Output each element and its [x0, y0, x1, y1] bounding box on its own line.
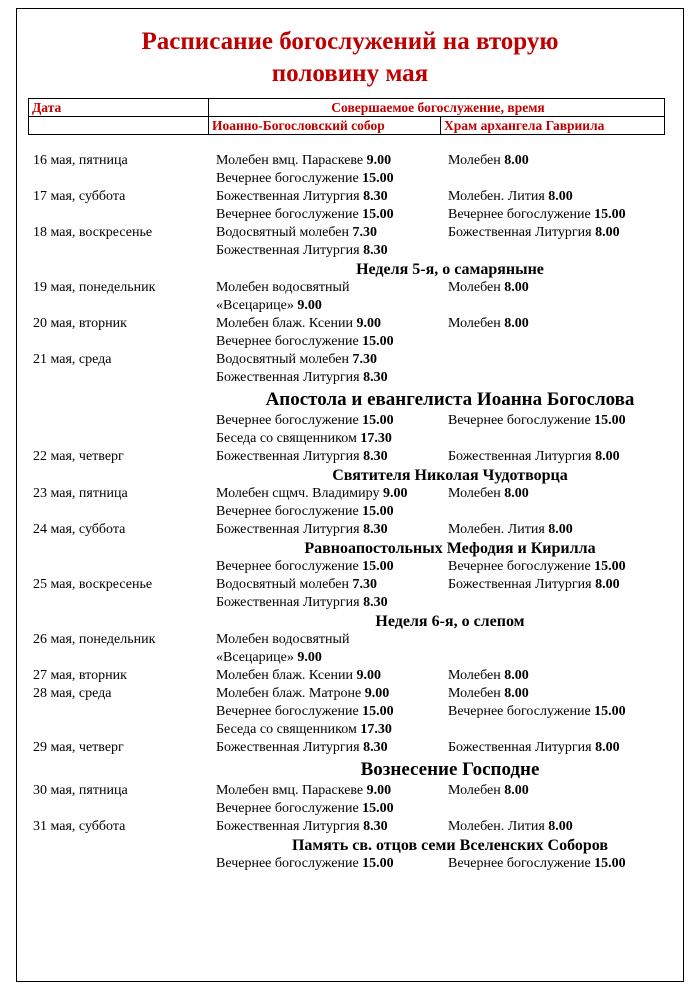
service-time: 17.30 — [360, 722, 392, 737]
church-service — [448, 315, 529, 333]
cathedral-service — [216, 721, 392, 739]
service-name: Вечернее богослужение — [216, 856, 363, 871]
row-date: 22 мая, четверг — [33, 449, 124, 464]
schedule-row — [0, 430, 700, 448]
church-service — [448, 685, 529, 703]
schedule-row — [0, 855, 700, 873]
service-time: 8.30 — [363, 449, 388, 464]
service-name: Молебен. Лития — [448, 522, 549, 537]
schedule-row — [0, 631, 700, 649]
feast-heading: Апостола и евангелиста Иоанна Богослова — [265, 389, 635, 410]
service-time: 15.00 — [594, 559, 626, 574]
service-time: 15.00 — [594, 704, 626, 719]
schedule-row — [0, 224, 700, 242]
church-service — [448, 855, 626, 873]
service-name: Молебен — [448, 783, 505, 798]
service-time: 8.00 — [504, 783, 529, 798]
church-service — [448, 558, 626, 576]
service-time: 8.00 — [504, 686, 529, 701]
cathedral-service — [216, 818, 388, 836]
service-time: 7.30 — [352, 577, 378, 592]
service-time: 8.30 — [363, 819, 388, 834]
row-date: 17 мая, суббота — [33, 189, 126, 204]
service-name: Молебен вмц. Параскеве — [216, 783, 367, 798]
cathedral-service — [216, 242, 388, 260]
schedule-row — [0, 333, 700, 351]
schedule-row — [0, 315, 700, 333]
church-service — [448, 576, 620, 594]
service-time: 15.00 — [362, 801, 394, 816]
service-time: 8.30 — [363, 740, 388, 755]
service-name: Вечернее богослужение — [216, 704, 363, 719]
service-name: «Всецарице» — [216, 650, 298, 665]
service-time: 9.00 — [297, 650, 322, 665]
schedule-row — [0, 649, 700, 667]
schedule-row — [0, 279, 700, 297]
row-date: 16 мая, пятница — [33, 153, 128, 168]
service-name: Молебен блаж. Ксении — [216, 316, 357, 331]
service-time: 8.30 — [363, 595, 388, 610]
service-time: 9.00 — [382, 486, 408, 501]
header-service: Совершаемое богослужение, время — [209, 99, 665, 117]
row-date: 20 мая, вторник — [33, 316, 127, 331]
cathedral-service — [216, 351, 377, 369]
schedule-row — [0, 782, 700, 800]
service-time: 15.00 — [362, 856, 394, 871]
service-time: 15.00 — [594, 413, 626, 428]
service-name: Божественная Литургия — [216, 370, 364, 385]
church-service — [448, 279, 529, 297]
schedule-row — [0, 721, 700, 739]
church-service — [448, 782, 529, 800]
cathedral-service — [216, 800, 394, 818]
feast-heading: Неделя 5-я, о самаряныне — [356, 261, 544, 278]
service-time: 8.30 — [363, 522, 388, 537]
service-name: Вечернее богослужение — [448, 413, 595, 428]
church-service — [448, 152, 529, 170]
service-name: Божественная Литургия — [448, 577, 596, 592]
service-time: 15.00 — [594, 207, 626, 222]
header-date: Дата — [29, 99, 209, 117]
service-name: Божественная Литургия — [448, 225, 596, 240]
service-name: Вечернее богослужение — [448, 704, 595, 719]
row-date: 25 мая, воскресенье — [33, 577, 153, 592]
service-name: Молебен водосвятный — [216, 280, 350, 295]
schedule-row — [0, 412, 700, 430]
cathedral-service — [216, 739, 388, 757]
service-time: 17.30 — [360, 431, 392, 446]
service-name: Молебен блаж. Матроне — [216, 686, 365, 701]
row-date: 23 мая, пятница — [33, 486, 128, 501]
service-time: 15.00 — [362, 559, 394, 574]
schedule-row — [0, 800, 700, 818]
service-name: Беседа со священником — [216, 431, 361, 446]
service-name: Водосвятный молебен — [216, 352, 353, 367]
feast-heading: Память св. отцов семи Вселенских Соборов — [291, 837, 609, 854]
service-time: 9.00 — [297, 298, 322, 313]
service-name: Молебен вмц. Параскеве — [216, 153, 367, 168]
service-name: Молебен — [448, 686, 505, 701]
schedule-row — [0, 739, 700, 757]
cathedral-service — [216, 333, 394, 351]
service-time: 8.00 — [595, 225, 620, 240]
service-time: 8.00 — [504, 280, 529, 295]
service-name: Вечернее богослужение — [216, 334, 363, 349]
cathedral-service — [216, 297, 322, 315]
service-time: 8.00 — [504, 668, 529, 683]
service-name: Божественная Литургия — [216, 522, 364, 537]
service-time: 15.00 — [594, 856, 626, 871]
feast-heading: Вознесение Господне — [360, 759, 540, 780]
service-name: Вечернее богослужение — [216, 413, 363, 428]
cathedral-service — [216, 412, 394, 430]
service-time: 8.30 — [363, 243, 388, 258]
church-service — [448, 448, 620, 466]
row-date: 18 мая, воскресенье — [33, 225, 153, 240]
row-date: 19 мая, понедельник — [33, 280, 156, 295]
service-name: Божественная Литургия — [216, 449, 364, 464]
cathedral-service — [216, 188, 388, 206]
schedule-row — [0, 818, 700, 836]
service-time: 9.00 — [364, 686, 390, 701]
service-time: 8.00 — [548, 522, 573, 537]
schedule-row — [0, 594, 700, 612]
service-name: Молебен — [448, 668, 505, 683]
row-date: 30 мая, пятница — [33, 783, 128, 798]
service-name: Божественная Литургия — [216, 740, 364, 755]
service-name: Вечернее богослужение — [216, 801, 363, 816]
service-time: 15.00 — [362, 334, 394, 349]
church-service — [448, 412, 626, 430]
service-name: Водосвятный молебен — [216, 225, 353, 240]
service-name: «Всецарице» — [216, 298, 298, 313]
service-name: Вечернее богослужение — [216, 504, 363, 519]
service-time: 8.00 — [548, 189, 573, 204]
schedule-row — [0, 448, 700, 466]
cathedral-service — [216, 279, 349, 297]
service-time: 15.00 — [362, 171, 394, 186]
church-service — [448, 667, 529, 685]
service-time: 8.30 — [363, 189, 388, 204]
header-church-2: Храм архангела Гавриила — [441, 117, 665, 135]
header-church-1: Иоанно-Богословский собор — [209, 117, 441, 135]
cathedral-service — [216, 315, 381, 333]
service-name: Молебен. Лития — [448, 189, 549, 204]
schedule-row — [0, 297, 700, 315]
church-service — [448, 818, 573, 836]
service-name: Вечернее богослужение — [448, 559, 595, 574]
service-time: 15.00 — [362, 207, 394, 222]
cathedral-service — [216, 576, 377, 594]
service-name: Вечернее богослужение — [216, 171, 363, 186]
schedule-header — [28, 98, 665, 135]
schedule-row — [0, 558, 700, 576]
schedule-row — [0, 152, 700, 170]
row-date: 28 мая, среда — [33, 686, 112, 701]
cathedral-service — [216, 631, 349, 649]
service-time: 9.00 — [356, 316, 381, 331]
cathedral-service — [216, 667, 381, 685]
service-name: Вечернее богослужение — [216, 207, 363, 222]
cathedral-service — [216, 206, 394, 224]
church-service — [448, 224, 620, 242]
church-service — [448, 739, 620, 757]
cathedral-service — [216, 521, 388, 539]
service-name: Божественная Литургия — [216, 243, 364, 258]
service-time: 8.00 — [595, 577, 620, 592]
row-date: 29 мая, четверг — [33, 740, 124, 755]
row-date: 31 мая, суббота — [33, 819, 126, 834]
schedule-row — [0, 485, 700, 503]
cathedral-service — [216, 649, 322, 667]
cathedral-service — [216, 782, 391, 800]
row-date: 27 мая, вторник — [33, 668, 127, 683]
schedule-row — [0, 351, 700, 369]
service-time: 9.00 — [366, 153, 392, 168]
cathedral-service — [216, 152, 391, 170]
service-time: 7.30 — [352, 225, 378, 240]
schedule-row — [0, 206, 700, 224]
service-time: 15.00 — [362, 704, 394, 719]
service-name: Молебен — [448, 316, 505, 331]
feast-heading: Неделя 6-я, о слепом — [375, 613, 525, 630]
service-name: Божественная Литургия — [448, 449, 596, 464]
cathedral-service — [216, 170, 394, 188]
schedule-row — [0, 521, 700, 539]
schedule-row — [0, 685, 700, 703]
row-date: 26 мая, понедельник — [33, 632, 156, 647]
service-time: 8.00 — [504, 486, 529, 501]
church-service — [448, 485, 529, 503]
service-name: Вечернее богослужение — [216, 559, 363, 574]
service-name: Водосвятный молебен — [216, 577, 353, 592]
service-name: Молебен — [448, 153, 505, 168]
service-name: Божественная Литургия — [216, 595, 364, 610]
cathedral-service — [216, 558, 394, 576]
service-time: 8.00 — [548, 819, 573, 834]
service-time: 15.00 — [362, 504, 394, 519]
schedule-row — [0, 703, 700, 721]
schedule-row — [0, 576, 700, 594]
schedule-row — [0, 188, 700, 206]
header-empty-cell — [29, 117, 209, 135]
service-time: 8.00 — [504, 316, 529, 331]
cathedral-service — [216, 485, 407, 503]
cathedral-service — [216, 855, 394, 873]
church-service — [448, 703, 626, 721]
service-time: 7.30 — [352, 352, 378, 367]
schedule-row — [0, 170, 700, 188]
schedule-row — [0, 667, 700, 685]
cathedral-service — [216, 703, 394, 721]
service-time: 9.00 — [356, 668, 381, 683]
church-service — [448, 188, 573, 206]
church-service — [448, 206, 626, 224]
service-name: Беседа со священником — [216, 722, 361, 737]
service-name: Молебен — [448, 486, 505, 501]
row-date: 24 мая, суббота — [33, 522, 126, 537]
service-name: Божественная Литургия — [216, 819, 364, 834]
church-service — [448, 521, 573, 539]
feast-heading: Святителя Николая Чудотворца — [332, 467, 568, 484]
cathedral-service — [216, 430, 392, 448]
cathedral-service — [216, 448, 388, 466]
service-time: 9.00 — [366, 783, 392, 798]
service-name: Молебен — [448, 280, 505, 295]
page-title — [16, 26, 684, 90]
page-title-line-1: Расписание богослужений на вторую — [141, 28, 559, 55]
service-time: 15.00 — [362, 413, 394, 428]
service-name: Молебен водосвятный — [216, 632, 350, 647]
service-time: 8.00 — [504, 153, 529, 168]
row-date: 21 мая, среда — [33, 352, 112, 367]
cathedral-service — [216, 594, 388, 612]
service-name: Божественная Литургия — [448, 740, 596, 755]
service-name: Вечернее богослужение — [448, 207, 595, 222]
service-name: Молебен. Лития — [448, 819, 549, 834]
page-title-line-2: половину мая — [271, 60, 429, 87]
cathedral-service — [216, 369, 388, 387]
service-name: Божественная Литургия — [216, 189, 364, 204]
schedule-row — [0, 369, 700, 387]
cathedral-service — [216, 503, 394, 521]
schedule-row — [0, 242, 700, 260]
feast-heading: Равноапостольных Мефодия и Кирилла — [304, 540, 596, 557]
service-time: 8.30 — [363, 370, 388, 385]
service-time: 8.00 — [595, 449, 620, 464]
service-name: Молебен сщмч. Владимиру — [216, 486, 383, 501]
cathedral-service — [216, 685, 389, 703]
cathedral-service — [216, 224, 377, 242]
service-name: Вечернее богослужение — [448, 856, 595, 871]
schedule-row — [0, 503, 700, 521]
service-name: Молебен блаж. Ксении — [216, 668, 357, 683]
service-time: 8.00 — [595, 740, 620, 755]
